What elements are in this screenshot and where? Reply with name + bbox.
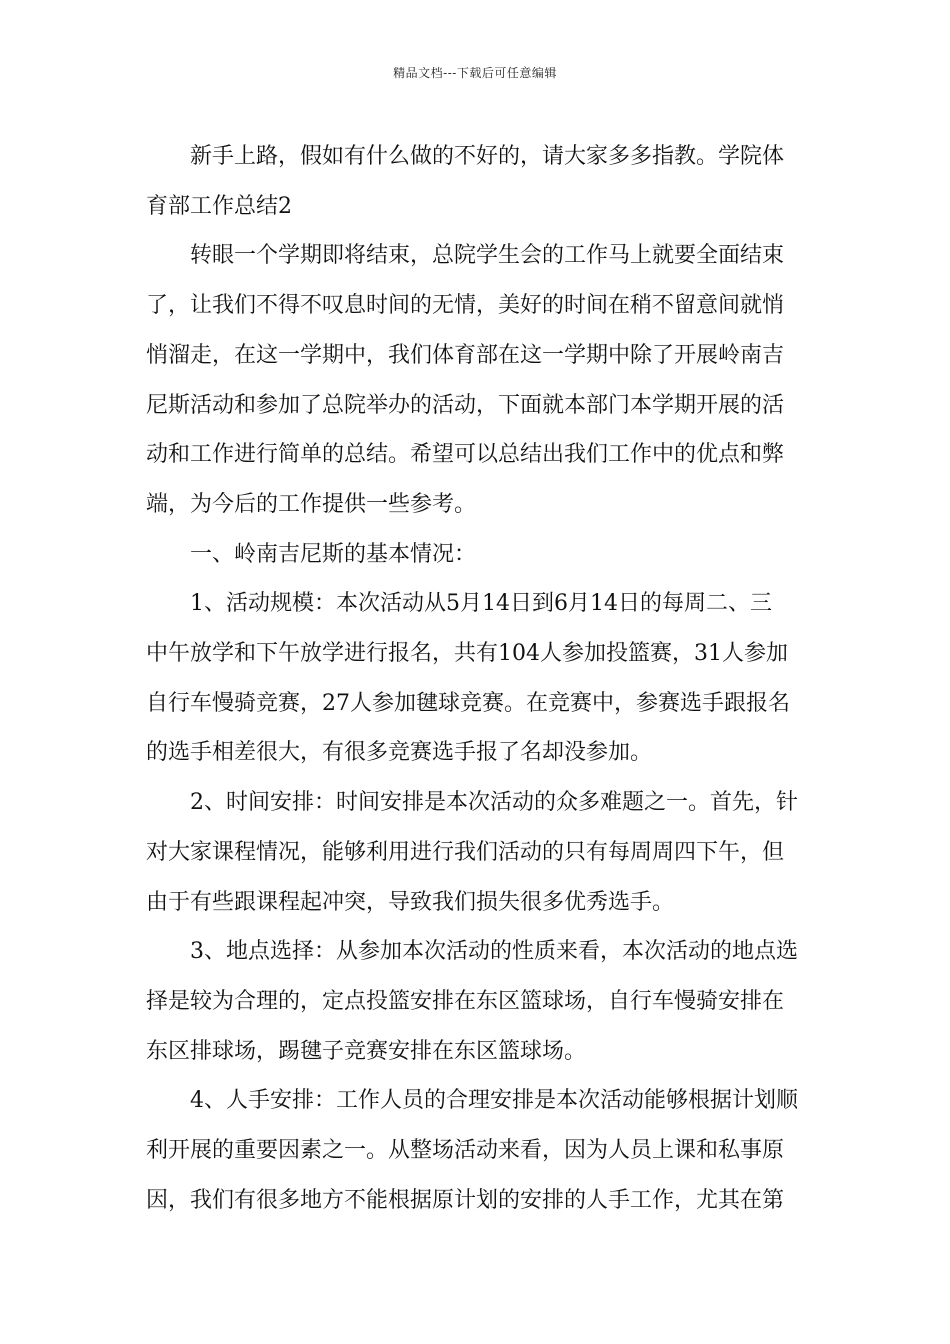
paragraph-line: 东区排球场，踢毽子竞赛安排在东区篮球场。 (146, 1038, 587, 1064)
paragraph-line: 由于有些跟课程起冲突，导致我们损失很多优秀选手。 (146, 889, 675, 915)
paragraph-line: 自行车慢骑竞赛，27人参加毽球竞赛。在竞赛中，参赛选手跟报名 (146, 690, 790, 716)
paragraph-location (146, 927, 806, 1076)
paragraph-activity-scale (146, 579, 806, 778)
paragraph-line: 的选手相差很大，有很多竞赛选手报了名却没参加。 (146, 740, 653, 766)
paragraph-line: 一、岭南吉尼斯的基本情况： (190, 541, 477, 567)
paragraph-line: 尼斯活动和参加了总院举办的活动，下面就本部门本学期开展的活 (146, 392, 785, 418)
paragraph-line: 2、时间安排：时间安排是本次活动的众多难题之一。首先，针 (190, 790, 798, 816)
paragraph-line: 1、活动规模：本次活动从5月14日到6月14日的每周二、三 (190, 591, 772, 617)
paragraph-line: 育部工作总结2 (146, 193, 292, 219)
paragraph-line: 中午放学和下午放学进行报名，共有104人参加投篮赛，31人参加 (146, 641, 788, 667)
paragraph-2 (146, 231, 806, 529)
paragraph-line: 因，我们有很多地方不能根据原计划的安排的人手工作，尤其在第 (146, 1187, 785, 1213)
paragraph-line: 动和工作进行简单的总结。希望可以总结出我们工作中的优点和弊 (146, 442, 785, 468)
paragraph-line: 择是较为合理的，定点投篮安排在东区篮球场，自行车慢骑安排在 (146, 988, 785, 1014)
paragraph-line: 3、地点选择：从参加本次活动的性质来看，本次活动的地点选 (190, 939, 798, 965)
document-body (146, 132, 806, 1225)
paragraph-line: 对大家课程情况，能够利用进行我们活动的只有每周周四下午，但 (146, 839, 785, 865)
paragraph-line: 新手上路，假如有什么做的不好的，请大家多多指教。学院体 (190, 144, 785, 169)
page-header: 精品文档---下载后可任意编辑 (393, 66, 557, 80)
paragraph-line: 了，让我们不得不叹息时间的无情，美好的时间在稍不留意间就悄 (146, 293, 785, 319)
paragraph-line: 悄溜走，在这一学期中，我们体育部在这一学期中除了开展岭南吉 (146, 342, 785, 368)
paragraph-line: 端，为今后的工作提供一些参考。 (146, 491, 477, 517)
paragraph-line: 利开展的重要因素之一。从整场活动来看，因为人员上课和私事原 (146, 1138, 785, 1164)
paragraph-staffing (146, 1076, 806, 1225)
paragraph-1 (146, 132, 806, 231)
section-heading (146, 530, 806, 580)
paragraph-line: 4、人手安排：工作人员的合理安排是本次活动能够根据计划顺 (190, 1088, 798, 1114)
paragraph-time-arrangement (146, 778, 806, 927)
paragraph-line: 转眼一个学期即将结束，总院学生会的工作马上就要全面结束 (190, 243, 785, 269)
